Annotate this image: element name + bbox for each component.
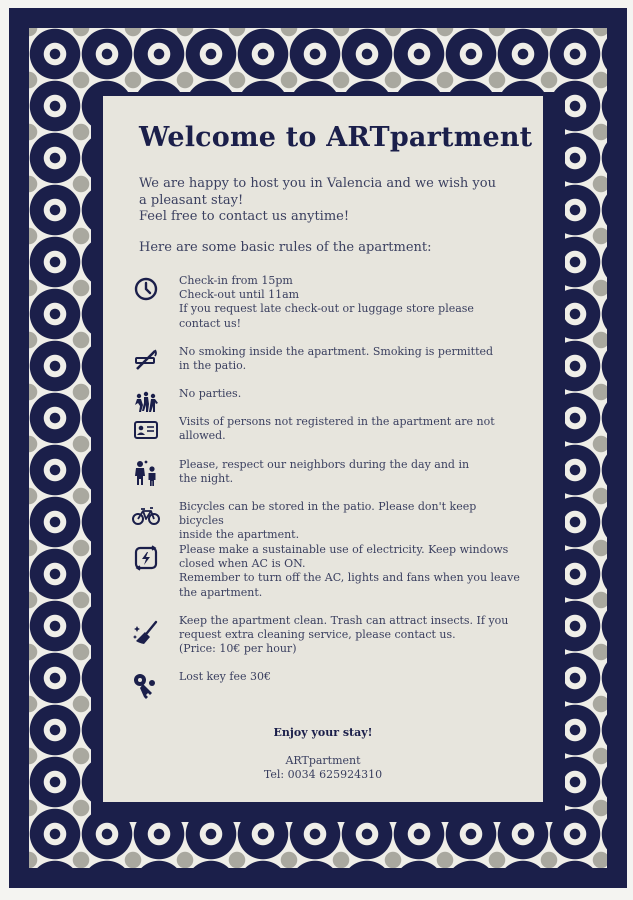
rule-line: (Price: 10€ per hour) xyxy=(179,642,297,656)
rule-line: If you request late check-out or luggage store please xyxy=(179,302,474,316)
rule-line: Remember to turn off the AC, lights and fans when you leave xyxy=(179,571,520,585)
bicycle-icon xyxy=(131,500,161,530)
intro-line: We are happy to host you in Valencia and we wish you xyxy=(139,176,496,191)
rule-line: Bicycles can be stored in the patio. Please don't keep bicycles xyxy=(179,500,477,528)
rule-text xyxy=(179,458,524,486)
electricity-icon xyxy=(131,543,161,573)
rule-text xyxy=(179,415,524,443)
intro-text xyxy=(139,176,499,226)
neighbors-icon xyxy=(131,458,161,488)
rule-line: No smoking inside the apartment. Smoking is permitted xyxy=(179,345,494,358)
rule-line: request extra cleaning service, please contact us. xyxy=(179,628,456,642)
rule-line: Keep the apartment clean. Trash can attract insects. If you xyxy=(179,614,509,627)
rules-panel xyxy=(103,96,543,802)
rule-line: the apartment. xyxy=(179,585,263,599)
rule-text xyxy=(179,670,524,684)
id-card-icon xyxy=(131,415,161,445)
rule-line: contact us! xyxy=(179,316,242,330)
key-icon xyxy=(131,672,161,702)
party-people-icon xyxy=(131,387,161,417)
page-title: Welcome to ARTpartment xyxy=(139,122,533,153)
rule-line: Check-out until 11am xyxy=(179,288,300,302)
closing-message: Enjoy your stay! xyxy=(273,726,373,739)
rule-line: inside the apartment. xyxy=(179,528,300,542)
rule-line: allowed. xyxy=(179,429,226,443)
clock-icon xyxy=(131,274,161,304)
rule-text xyxy=(179,614,524,657)
rule-line: the night. xyxy=(179,472,234,486)
no-smoking-icon xyxy=(131,345,161,375)
rule-text xyxy=(179,274,524,331)
rule-text xyxy=(179,387,524,401)
rule-line: No parties. xyxy=(179,387,242,400)
rule-text xyxy=(179,543,524,600)
rules-intro: Here are some basic rules of the apartment: xyxy=(139,240,432,255)
rule-line: Please make a sustainable use of electricity. Keep windows xyxy=(179,543,509,556)
footer-name: ARTpartment xyxy=(285,754,361,767)
rule-line: closed when AC is ON. xyxy=(179,557,306,571)
rule-line: in the patio. xyxy=(179,359,247,373)
rule-line: Please, respect our neighbors during the day and in xyxy=(179,458,470,471)
rule-line: Visits of persons not registered in the apartment are not xyxy=(179,415,495,428)
cleaning-icon xyxy=(131,618,161,648)
footer-phone: Tel: 0034 625924310 xyxy=(263,768,383,781)
rule-line: Lost key fee 30€ xyxy=(179,670,271,683)
contact-footer xyxy=(103,754,543,782)
intro-line: a pleasant stay! xyxy=(139,192,244,208)
rule-text xyxy=(179,345,524,373)
rule-text xyxy=(179,500,524,543)
intro-line: Feel free to contact us anytime! xyxy=(139,209,350,224)
rule-line: Check-in from 15pm xyxy=(179,274,293,287)
